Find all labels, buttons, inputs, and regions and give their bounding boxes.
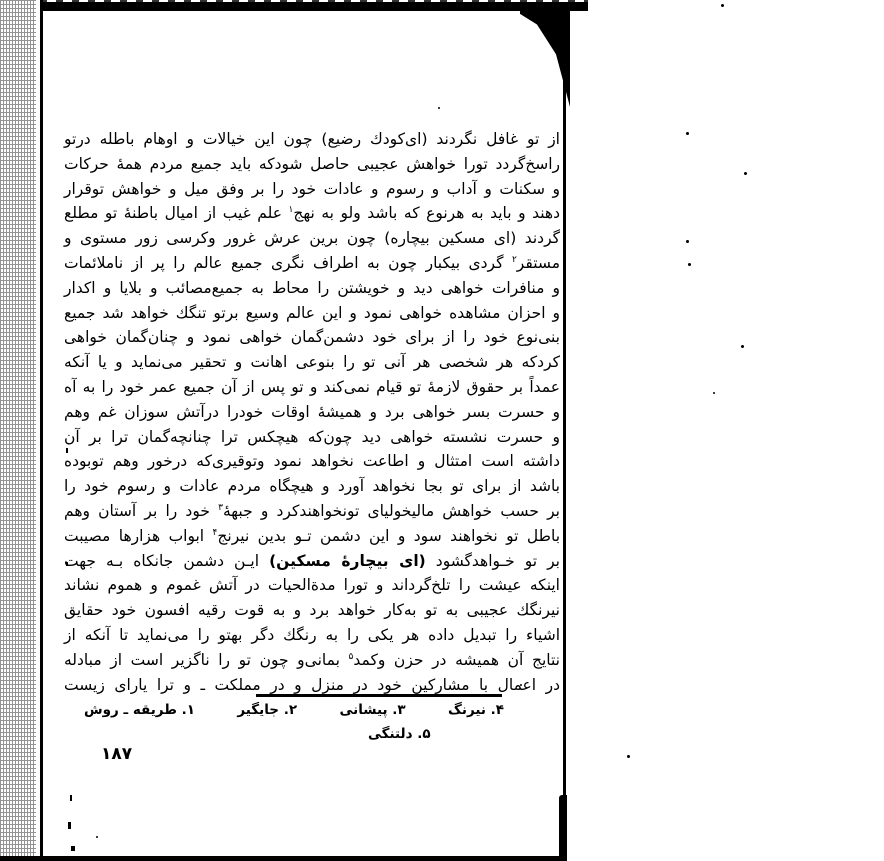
- scan-speck: [438, 107, 440, 109]
- scan-speck: [713, 392, 715, 394]
- body-text-line: و حسرت نشسته خواهی دید چون‌که هیچکس ترا چنانچه‌گمان ترا بر آن: [64, 427, 560, 446]
- scan-bottom-bar: [0, 856, 566, 861]
- footnote-item: ۵. دلتنگی: [368, 726, 431, 742]
- body-text-line: اشیاء را تبدیل داده هر یکی را به رنگك دگر بهتو را می‌نماید تا آنکه از: [64, 625, 560, 644]
- body-text-line: مستقر$^۲$ گردی بیکبار چون به اطراف نگری جمیع عالم را پر از ناملائمات: [64, 253, 560, 272]
- body-text-line: داشته است امتثال و اطاعت نخواهد نمود وتوقیری‌که درخور وهم توبوده: [64, 452, 560, 471]
- body-text-line: نتایج آن همیشه در حزن وکمد$^۵$ بمانی‌و چون تو را ناگزیر است از مبادله: [64, 650, 560, 669]
- scan-speck: [688, 263, 691, 266]
- body-text-line: بر حسب خواهش مالیخولیای تونخواهندکرد و جبههٔ$^۳$ خود را بر آستان وهم: [64, 501, 560, 520]
- scan-noise-band: [0, 0, 36, 861]
- footnote-item: ۱. طریقه ـ روش: [84, 702, 195, 718]
- body-text-line: راسخ‌گردد تورا خواهش عجیبی حاصل شودکه باید جمیع مردم همهٔ حرکات: [64, 154, 560, 173]
- footnotes-row-1: [84, 702, 504, 724]
- footnote-item: ۴. نیرنگ: [448, 702, 504, 718]
- scan-speck: [686, 240, 689, 243]
- scan-right-rule-bottom: [559, 795, 567, 861]
- scan-right-rule: [563, 8, 566, 861]
- body-text-line: از تو غافل نگردند (ای‌کودك رضیع) چون این خیالات و اوهام باطله درتو: [64, 130, 560, 148]
- body-text-line: و سکنات و آداب و رسوم و عادات خود را بر وفق میل و خواهش توقرار: [64, 179, 560, 198]
- scan-speck: [70, 795, 72, 801]
- body-text-line: و احزان مشاهده خواهی نمود و این عالم وسیع برتو تنگك خواهد شد جمیع: [64, 303, 560, 322]
- scan-speck: [68, 822, 71, 829]
- page-number: ۱۸۷: [101, 744, 133, 764]
- scan-speck: [744, 172, 747, 175]
- text-block: [64, 127, 560, 697]
- body-text-line: گردند (ای مسکین بیچاره) چون برین عرش غرور وکرسی زور مستوی و: [64, 229, 560, 248]
- body-text-line: دهند و باید به هرنوع که باشد ولو به نهج$^۱$ علم غیب از امیال باطنهٔ تو مطلع: [64, 204, 560, 223]
- body-text-line: بنی‌نوع خود را از برای خود دشمن‌گمان خواهی نمود و چنان‌گمان خواهی: [64, 328, 560, 347]
- footnotes-row-2: [368, 726, 431, 742]
- scan-speck: [627, 755, 630, 758]
- scan-speck: [686, 132, 689, 135]
- footnote-separator: [256, 694, 502, 697]
- body-text-line: عمداً بر حقوق لازمهٔ تو قیام نمی‌کند و تو پس از آن جمیع عمر خود را به آه: [64, 377, 560, 396]
- body-text-line: و حسرت بسر خواهی برد و همیشهٔ اوقات خودرا درآتش سوزان غم وهم: [64, 402, 560, 421]
- body-text-line: باشد از برای تو بجا نخواهد آورد و هیچگاه مردم عادات و رسوم خود را: [64, 477, 560, 496]
- body-text-line: در اعمال با مشارکین خود در منزل و در مملکت ـ و ترا یارای زیست: [64, 675, 560, 694]
- scan-speck: [741, 345, 744, 348]
- scan-speck: [71, 846, 75, 851]
- body-text-line: بر تو خـواهدگشود (ای بیچارهٔ مسکین) ایـن دشمن جانکاه بـه جهت: [64, 551, 560, 570]
- body-text-line: نیرنگك عجیبی به تو به‌کار خواهد برد و به قوت رقیه افسون خود حقایق: [64, 601, 560, 620]
- scan-speck: [96, 836, 98, 838]
- scan-left-rule: [40, 0, 43, 861]
- body-text-line: کردکه هر شخصی هر آنی تو را بنوعی اهانت و تحقیر می‌نماید و یا آنکه: [64, 353, 560, 372]
- body-text-line: اینکه عیشت را تلخ‌گرداند و تورا مدة‌الحیات در آتش غموم و هموم نشاند: [64, 576, 560, 595]
- body-text-line: و منافرات خواهی دید و خویشتن را محاط به جمیع‌مصائب و بلایا و اکدار: [64, 278, 560, 297]
- footnote-item: ۳. پیشانی: [339, 702, 406, 718]
- scan-speck: [721, 4, 724, 7]
- scan-top-bar: [40, 2, 588, 11]
- footnote-item: ۲. جایگیر: [237, 702, 298, 718]
- body-text-line: باطل تو نخواهند سود و این دشمن تـو بدین نیرنج$^۴$ ابواب هزارها مصیبت: [64, 526, 561, 545]
